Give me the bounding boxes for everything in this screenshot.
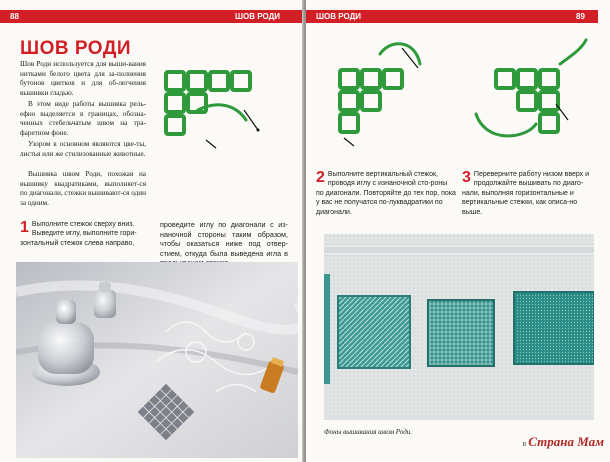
intro-paragraph-1: Шов Роди используется для выши-вания нитками белого цвета для за-полнения бутонов цветков и для об-легчения вышивки гладью. xyxy=(20,60,146,97)
step-2 xyxy=(316,170,456,217)
embroidered-tablecloth-photo xyxy=(16,262,298,458)
step-1-continuation: проведите иглу по диагонали с из-наночной стороны таким образом, чтобы оказаться ниже под отвер-стием, откуда была выведена игла в xyxy=(160,220,288,258)
right-page-number: 89 xyxy=(576,12,585,21)
page-title: ШОВ РОДИ xyxy=(20,38,132,59)
step-1 xyxy=(20,220,148,248)
left-page-number: 88 xyxy=(10,12,19,21)
intro-paragraph-2: В этом виде работы вышивка рель-ефно выделяется в границах, обозна-ченных стебельчатым швом на тра-фаретном фоне. xyxy=(20,100,146,137)
step-1-text: Выполните стежок сверху вниз. Выведите иглу, выполните гори-зонтальный стежок слева направо, xyxy=(20,221,137,247)
left-running-header xyxy=(0,10,304,23)
stitch-diagram-step-3 xyxy=(456,34,596,152)
intro-paragraph-4: Вышивка швом Роди, похожая на вышивку квадратиками, выполняет-ся по диагонали, стежки вышивают-ся один за одним. xyxy=(20,170,146,207)
left-page xyxy=(0,0,304,462)
step-2-number: 2 xyxy=(316,169,325,186)
intro-paragraph-3: Узором в основном являются цве-ты, листья или же стилизованные животные. xyxy=(20,140,146,158)
left-running-head: ШОВ РОДИ xyxy=(235,12,281,21)
photo-caption: Фоны вышивания швом Роди. xyxy=(324,428,413,436)
step-2-text: Выполните вертикальный стежок, проводя иглу с изнаночной сто-роны по диагонали. Повторяйте до тех пор, пока у вас не получатся по-луквадратики по диагонали. xyxy=(316,171,456,216)
watermark xyxy=(523,434,605,450)
rhodes-stitch-backgrounds-photo xyxy=(324,234,594,420)
step-3 xyxy=(462,170,596,217)
step-3-text: Переверните работу низом вверх и продолжайте вышивать по диаго-нали, выполняя горизонтальные и вертикальные стежки, как описа-но выше. xyxy=(462,171,590,216)
right-page xyxy=(306,0,610,462)
stitch-diagram-step-1 xyxy=(158,50,278,160)
stitch-diagram-step-2 xyxy=(320,34,450,152)
watermark-text: Страна Мам xyxy=(528,434,604,449)
watermark-prefix: в xyxy=(522,439,527,448)
right-running-head: ШОВ РОДИ xyxy=(316,12,362,21)
step-3-number: 3 xyxy=(462,169,471,186)
step-1-number: 1 xyxy=(20,219,29,236)
right-running-header xyxy=(306,10,598,23)
